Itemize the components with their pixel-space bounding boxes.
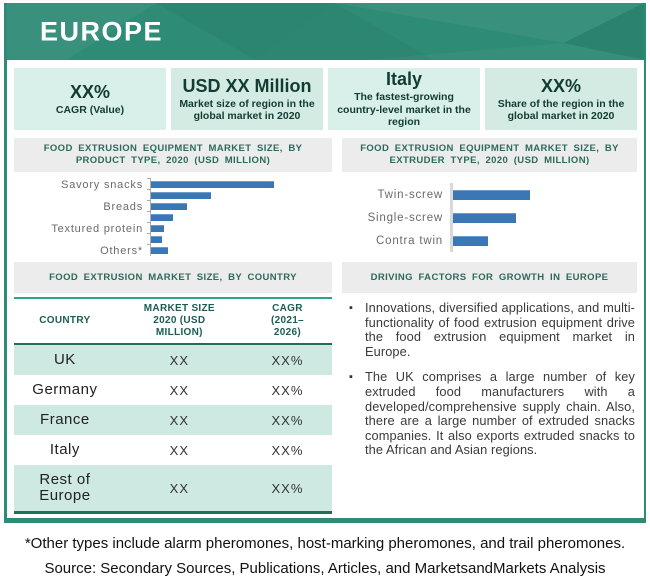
bar-savory-snacks [151, 181, 274, 188]
column-header-country: COUNTRY [39, 315, 91, 326]
bar-row [342, 183, 637, 206]
table-row [14, 344, 332, 375]
column-header-market-size: MARKET SIZE 2020 (USD MILLION) [143, 303, 215, 338]
country-cell: Italy [49, 441, 80, 458]
bar [151, 192, 211, 199]
bar-row [14, 190, 332, 201]
category-label: Textured protein [51, 222, 143, 235]
bar-row [14, 212, 332, 223]
market-size-cell: XX [169, 382, 190, 398]
country-cell: Rest of Europe [39, 471, 91, 504]
bar-row [342, 229, 637, 252]
category-label: Others* [100, 244, 143, 257]
product-type-bar-chart [14, 172, 332, 258]
cagr-cell: XX% [271, 352, 304, 368]
stat-value: XX% [540, 75, 582, 96]
section-header-product-type: FOOD EXTRUSION EQUIPMENT MARKET SIZE, BY PRODUCT TYPE, 2020 (USD MILLION) [14, 138, 332, 172]
category-label: Savory snacks [61, 178, 143, 191]
bar-others [151, 247, 168, 254]
table-row [14, 465, 332, 513]
source-text: Source: Secondary Sources, Publications, Articles, and MarketsandMarkets Analysis [44, 560, 606, 577]
bar [151, 236, 162, 243]
stat-card-market-size [171, 68, 323, 130]
table-row [14, 435, 332, 465]
table-row [14, 375, 332, 405]
column-header-cagr: CAGR (2021– 2026) [270, 303, 304, 338]
category-label: Breads [103, 200, 143, 213]
stat-value: USD XX Million [182, 75, 312, 96]
country-market-table [14, 297, 332, 514]
country-table-container [14, 297, 332, 514]
stat-value: XX% [69, 81, 111, 102]
stat-description: CAGR (Value) [55, 103, 125, 116]
country-cell: France [40, 411, 90, 428]
market-size-cell: XX [169, 412, 190, 428]
lower-headers-row [14, 262, 637, 293]
cagr-cell: XX% [271, 412, 304, 428]
chart-headers-row [14, 138, 637, 172]
cagr-cell: XX% [271, 382, 304, 398]
stat-card-region-share [485, 68, 637, 130]
driving-factors-panel [342, 297, 637, 514]
category-label: Contra twin [376, 234, 443, 247]
bar-single-screw [453, 213, 516, 223]
stat-card-fastest-growing [328, 68, 480, 130]
footnote-text: *Other types include alarm pheromones, host-marking pheromones, and trail pheromones. [24, 535, 626, 552]
cagr-cell: XX% [271, 480, 304, 496]
stat-value: Italy [385, 69, 423, 90]
bar-row [14, 223, 332, 234]
region-banner [7, 3, 644, 60]
category-label: Twin-screw [377, 188, 443, 201]
stat-description: Share of the region in the global market in 2020 [497, 97, 625, 122]
table-row [14, 405, 332, 435]
country-cell: Germany [32, 381, 98, 398]
stat-description: Market size of region in the global market in 2020 [179, 97, 315, 122]
stat-card-cagr [14, 68, 166, 130]
extruder-type-bar-chart [342, 172, 637, 258]
cagr-cell: XX% [271, 442, 304, 458]
market-size-cell: XX [169, 480, 190, 496]
section-header-by-country: FOOD EXTRUSION MARKET SIZE, BY COUNTRY [14, 262, 332, 293]
main-panel [4, 3, 646, 523]
driving-factor-item: ▪ Innovations, diversified applications, and multi-functionality of food extrusion equipment drive the food extrusion equipment market in Europe. [348, 301, 635, 359]
bar-row [14, 234, 332, 245]
lower-content-row [14, 297, 637, 514]
bar-breads [151, 203, 187, 210]
bar-contra-twin [453, 236, 488, 246]
bar-row [342, 206, 637, 229]
bar [151, 214, 173, 221]
charts-row [14, 172, 637, 258]
bar-row [14, 179, 332, 190]
market-size-cell: XX [169, 442, 190, 458]
section-header-extruder-type: FOOD EXTRUSION EQUIPMENT MARKET SIZE, BY EXTRUDER TYPE, 2020 (USD MILLION) [342, 138, 637, 172]
market-size-cell: XX [169, 352, 190, 368]
stat-description: The fastest-growing country-level market in the region [337, 91, 471, 129]
country-cell: UK [53, 351, 76, 368]
bar-row [14, 201, 332, 212]
table-header-row [14, 298, 332, 344]
footer [0, 535, 650, 577]
driving-factors-list [348, 301, 635, 458]
page-title: EUROPE [40, 16, 164, 46]
bar-textured-protein [151, 225, 164, 232]
category-label: Single-screw [367, 211, 443, 224]
driving-factor-item: ▪ The UK comprises a large number of key extruded food manufacturers with a developed/comprehensive supply chain. Also, there are a large number of extruded snacks companies. It also exports extruded snacks to the African and Asian regions. [348, 370, 635, 458]
bar-row [14, 245, 332, 256]
stat-cards-row [14, 68, 637, 130]
bar-twin-screw [453, 190, 530, 200]
section-header-driving-factors: DRIVING FACTORS FOR GROWTH IN EUROPE [342, 262, 637, 293]
